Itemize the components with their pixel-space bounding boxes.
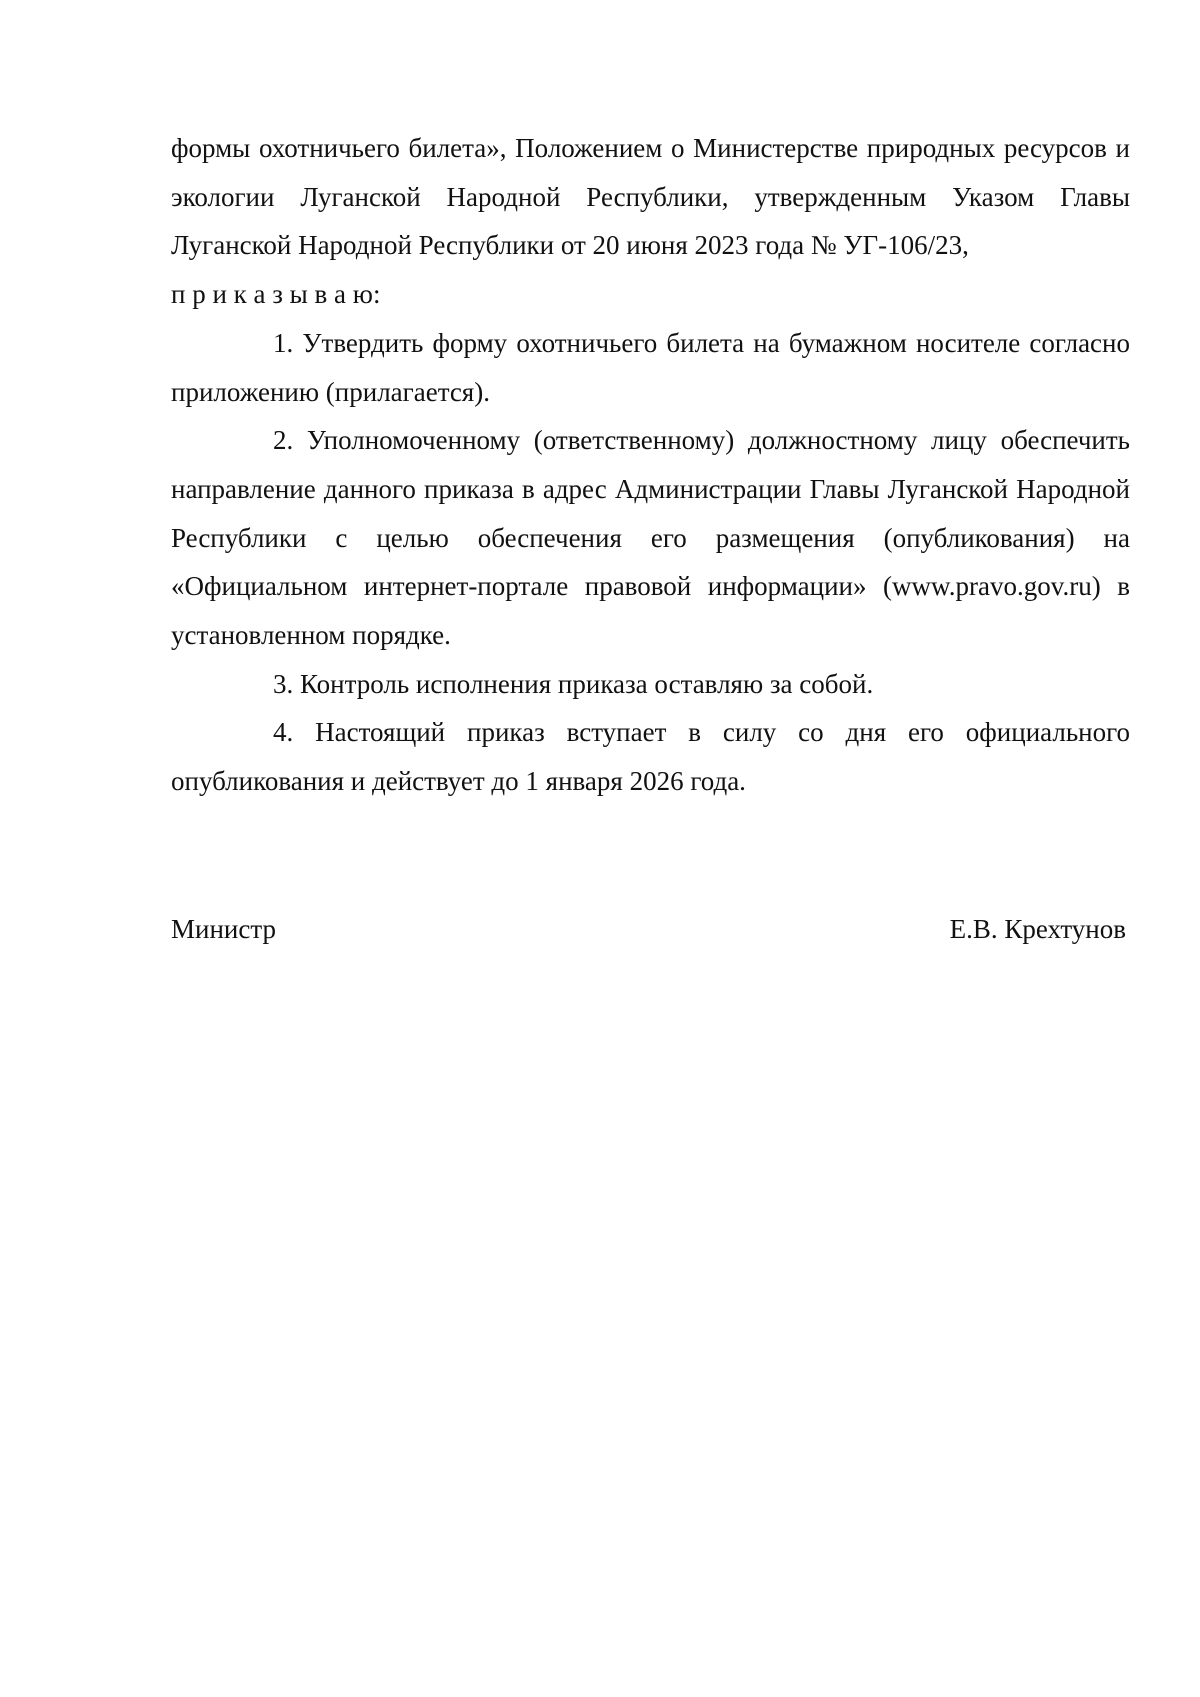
order-item-3: 3. Контроль исполнения приказа оставляю за собой.: [273, 668, 874, 699]
order-keyword: п р и к а з ы в а ю:: [171, 279, 381, 310]
signatory-name: Е.В. Крехтунов: [949, 914, 1126, 944]
document-body: [171, 124, 1130, 806]
signature-block: [171, 905, 1126, 953]
order-item-2: 2. Уполномоченному (ответственному) должностному лицу обеспечить направление данного приказа в адрес Администрации Главы Луганской Народной Республики с целью обеспечения его размещения (опубликования) на «Официальном интернет-портале правовой информации» (www.pravo.gov.ru) в установленном порядке.: [171, 425, 1130, 651]
order-item-4: 4. Настоящий приказ вступает в силу со дня его официального опубликования и действует до 1 января 2026 года.: [171, 717, 1130, 797]
signatory-position: Министр: [171, 914, 276, 944]
order-item-1: 1. Утвердить форму охотничьего билета на бумажном носителе согласно приложению (прилагается).: [171, 327, 1130, 407]
preamble-paragraph: формы охотничьего билета», Положением о Министерстве природных ресурсов и экологии Луганской Народной Республики, утвержденным Указом Главы Луганской Народной Республики от 20 июня 2023 года № УГ-106/23,: [171, 133, 1130, 261]
